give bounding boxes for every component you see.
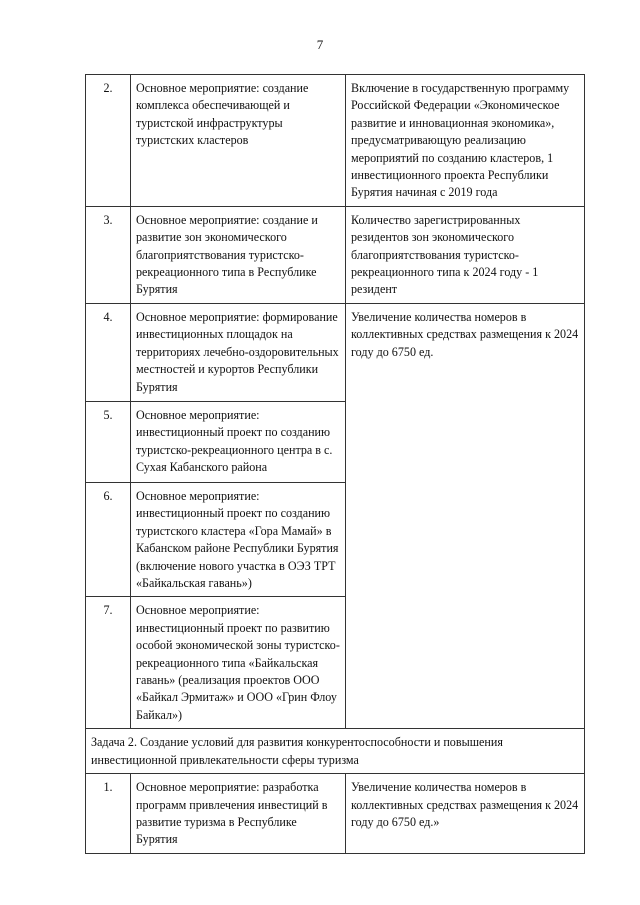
task-heading: Задача 2. Создание условий для развития конкурентоспособности и повышения инвестиционной привлекательности сферы туризма: [86, 729, 585, 774]
result-cell: Включение в государственную программу Российской Федерации «Экономическое развитие и инновационная экономика», предусматривающую реализацию мероприятий по созданию кластеров, 1 инвестиционного проекта Республики Бурятия начиная с 2019 года: [346, 75, 585, 207]
row-number: 3.: [86, 206, 131, 303]
event-cell: Основное мероприятие: создание комплекса обеспечивающей и туристской инфраструктуры туристских кластеров: [131, 75, 346, 207]
task-row: [86, 729, 585, 774]
result-cell: Увеличение количества номеров в коллективных средствах размещения к 2024 году до 6750 ед.»: [346, 774, 585, 854]
result-cell: Количество зарегистрированных резидентов зон экономического благоприятствования туристско-рекреационного типа к 2024 году - 1 резидент: [346, 206, 585, 303]
event-cell: Основное мероприятие: инвестиционный проект по созданию туристского кластера «Гора Мамай» в Кабанском районе Республики Бурятия (включение нового участка в ОЭЗ ТРТ «Байкальская гавань»): [131, 482, 346, 596]
row-number: 5.: [86, 401, 131, 482]
row-number: 4.: [86, 303, 131, 401]
row-number: 6.: [86, 482, 131, 596]
event-cell: Основное мероприятие: формирование инвестиционных площадок на территориях лечебно-оздоровительных местностей и курортов Республики Бурятия: [131, 303, 346, 401]
table-row: [86, 206, 585, 303]
event-cell: Основное мероприятие: разработка программ привлечения инвестиций в развитие туризма в Республике Бурятия: [131, 774, 346, 854]
result-cell: Увеличение количества номеров в коллективных средствах размещения к 2024 году до 6750 ед.: [346, 303, 585, 728]
event-cell: Основное мероприятие: инвестиционный проект по созданию туристско-рекреационного центра в с. Сухая Кабанского района: [131, 401, 346, 482]
table-row: [86, 303, 585, 401]
event-cell: Основное мероприятие: создание и развитие зон экономического благоприятствования туристско-рекреационного типа в Республике Бурятия: [131, 206, 346, 303]
row-number: 7.: [86, 597, 131, 729]
table-row: [86, 75, 585, 207]
measures-table: [85, 74, 585, 854]
table-row: [86, 774, 585, 854]
page-number: 7: [316, 37, 324, 52]
row-number: 2.: [86, 75, 131, 207]
row-number: 1.: [86, 774, 131, 854]
event-cell: Основное мероприятие: инвестиционный проект по развитию особой экономической зоны туристско-рекреационного типа «Байкальская гавань» (реализация проектов ООО «Байкал Эрмитаж» и ООО «Грин Флоу Байкал»): [131, 597, 346, 729]
